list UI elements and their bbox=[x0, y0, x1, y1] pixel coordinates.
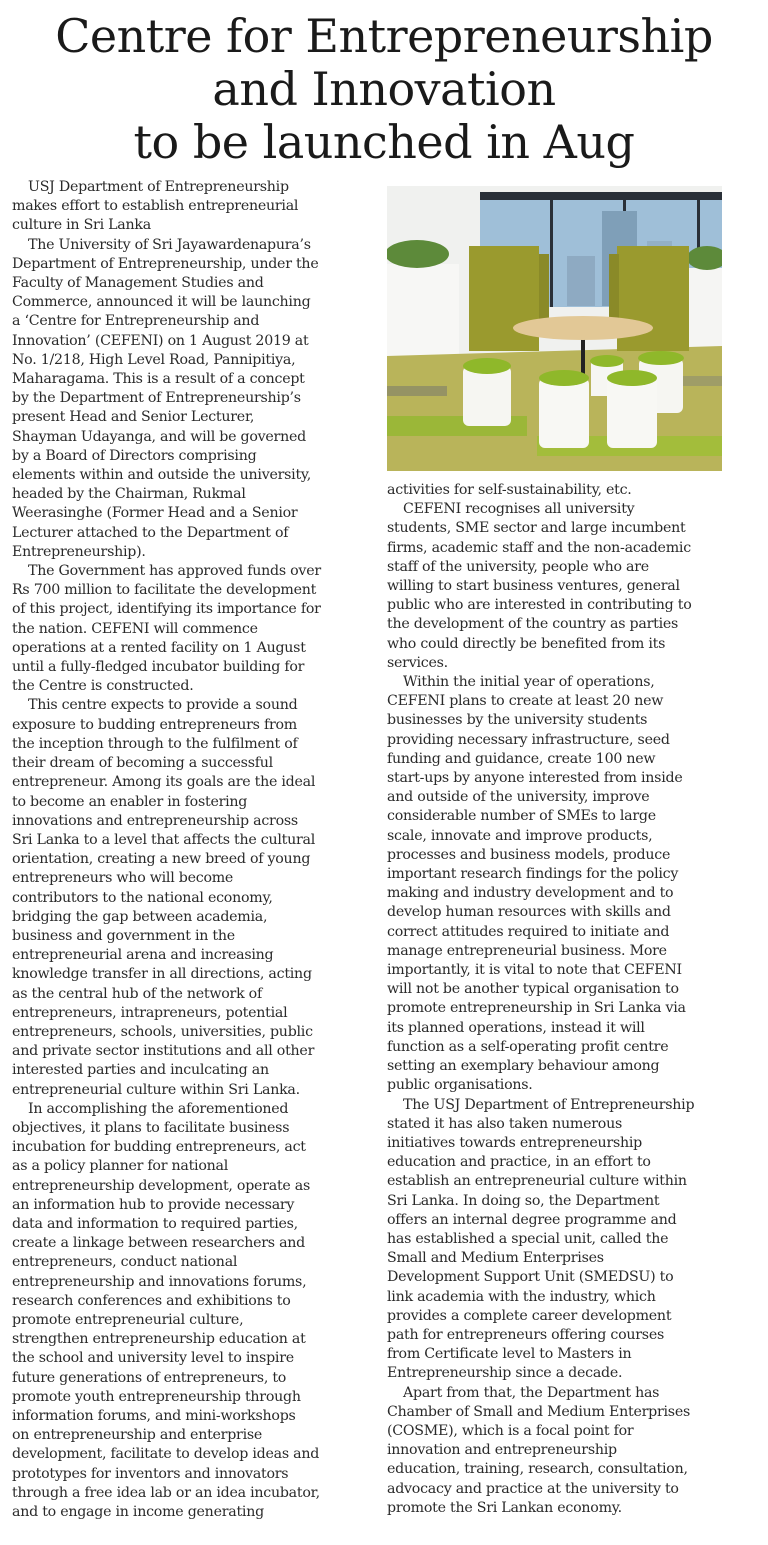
text-line: offers an internal degree programme and bbox=[387, 1211, 677, 1228]
text-line: will not be another typical organisation to bbox=[387, 981, 679, 998]
text-line: the nation. CEFENI will commence bbox=[12, 620, 258, 637]
text-line: entrepreneurial arena and increasing bbox=[12, 947, 274, 964]
text-line: services. bbox=[387, 654, 448, 671]
text-line: of this project, identifying its importance for bbox=[12, 601, 321, 618]
text-line: until a fully-fledged incubator building for bbox=[12, 659, 305, 676]
text-line: CEFENI recognises all university bbox=[403, 501, 635, 518]
text-line: No. 1/218, High Level Road, Pannipitiya, bbox=[12, 351, 296, 368]
text-line: bridging the gap between academia, bbox=[12, 908, 268, 925]
text-line: and private sector institutions and all other bbox=[12, 1043, 315, 1060]
text-line: by the Department of Entrepreneurship’s bbox=[12, 390, 301, 407]
office-lounge-image bbox=[387, 186, 722, 471]
text-line: Rs 700 million to facilitate the development bbox=[12, 582, 317, 599]
text-line: Department of Entrepreneurship, under the bbox=[12, 255, 319, 272]
text-line: processes and business models, produce bbox=[387, 846, 671, 863]
text-line: The Government has approved funds over bbox=[28, 563, 321, 580]
text-line: funding and guidance, create 100 new bbox=[387, 750, 656, 767]
text-line: Lecturer attached to the Department of bbox=[12, 524, 289, 541]
text-line: through a free idea lab or an idea incubator, bbox=[12, 1484, 320, 1501]
text-line: path for entrepreneurs offering courses bbox=[387, 1326, 664, 1343]
text-line: promote the Sri Lankan economy. bbox=[387, 1499, 622, 1516]
text-line: Innovation’ (CEFENI) on 1 August 2019 at bbox=[12, 332, 309, 349]
text-line: manage entrepreneurial business. More bbox=[387, 942, 667, 959]
text-line: data and information to required parties, bbox=[12, 1215, 298, 1232]
text-line: public who are interested in contributing to bbox=[387, 597, 692, 614]
text-line: promote youth entrepreneurship through bbox=[12, 1388, 301, 1405]
text-line: exposure to budding entrepreneurs from bbox=[12, 716, 297, 733]
text-line: firms, academic staff and the non-academic bbox=[387, 539, 691, 556]
text-line: promote entrepreneurship in Sri Lanka via bbox=[387, 1000, 686, 1017]
text-line: stated it has also taken numerous bbox=[387, 1115, 623, 1132]
paragraph bbox=[12, 1100, 372, 1522]
text-line: Commerce, announced it will be launching bbox=[12, 294, 311, 311]
text-line: who could directly be benefited from its bbox=[387, 635, 666, 652]
text-line: has established a special unit, called the bbox=[387, 1230, 669, 1247]
text-line: development, facilitate to develop ideas and bbox=[12, 1446, 320, 1463]
text-line: This centre expects to provide a sound bbox=[28, 697, 298, 714]
paragraph bbox=[387, 1384, 757, 1518]
text-line: research conferences and exhibitions to bbox=[12, 1292, 291, 1309]
headline-line: to be launched in Aug bbox=[133, 115, 635, 169]
text-line: Chamber of Small and Medium Enterprises bbox=[387, 1403, 691, 1420]
text-line: their dream of becoming a successful bbox=[12, 755, 273, 772]
paragraph bbox=[387, 500, 757, 673]
text-line: prototypes for inventors and innovators bbox=[12, 1465, 289, 1482]
text-line: elements within and outside the university, bbox=[12, 467, 312, 484]
text-line: initiatives towards entrepreneurship bbox=[387, 1134, 643, 1151]
text-line: education and practice, in an effort to bbox=[387, 1154, 651, 1171]
text-line: interested parties and inculcating an bbox=[12, 1062, 269, 1079]
text-line: on entrepreneurship and enterprise bbox=[12, 1427, 263, 1444]
text-line: a ‘Centre for Entrepreneurship and bbox=[12, 313, 260, 330]
paragraph bbox=[387, 673, 757, 1095]
text-line: orientation, creating a new breed of young bbox=[12, 851, 311, 868]
text-line: present Head and Senior Lecturer, bbox=[12, 409, 255, 426]
paragraph bbox=[12, 178, 372, 236]
text-line: USJ Department of Entrepreneurship bbox=[28, 179, 289, 195]
text-line: contributors to the national economy, bbox=[12, 889, 273, 906]
text-line: objectives, it plans to facilitate business bbox=[12, 1119, 290, 1136]
paragraph bbox=[12, 236, 372, 562]
text-line: making and industry development and to bbox=[387, 885, 674, 902]
paragraph bbox=[387, 1096, 757, 1384]
text-line: and outside of the university, improve bbox=[387, 789, 650, 806]
text-line: Entrepreneurship). bbox=[12, 543, 146, 560]
text-line: incubation for budding entrepreneurs, act bbox=[12, 1139, 306, 1156]
article-photo bbox=[387, 186, 722, 471]
text-line: culture in Sri Lanka bbox=[12, 217, 151, 234]
text-line: Faculty of Management Studies and bbox=[12, 275, 264, 292]
text-line: Shayman Udayanga, and will be governed bbox=[12, 428, 306, 445]
text-line: willing to start business ventures, general bbox=[387, 578, 680, 595]
text-line: an information hub to provide necessary bbox=[12, 1196, 295, 1213]
text-line: Development Support Unit (SMEDSU) to bbox=[387, 1269, 674, 1286]
text-line: providing necessary infrastructure, seed bbox=[387, 731, 670, 748]
text-line: entrepreneurial culture within Sri Lanka. bbox=[12, 1081, 300, 1098]
text-line: education, training, research, consultation, bbox=[387, 1461, 688, 1478]
text-line: important research findings for the policy bbox=[387, 866, 679, 883]
paragraph bbox=[12, 562, 372, 696]
text-line: strengthen entrepreneurship education at bbox=[12, 1331, 306, 1348]
text-line: entrepreneurs, intrapreneurs, potential bbox=[12, 1004, 288, 1021]
headline-line: and Innovation bbox=[212, 62, 556, 116]
text-line: scale, innovate and improve products, bbox=[387, 827, 653, 844]
text-line: considerable number of SMEs to large bbox=[387, 808, 656, 825]
text-line: operations at a rented facility on 1 August bbox=[12, 639, 306, 656]
text-line: function as a self-operating profit centre bbox=[387, 1038, 669, 1055]
text-line: Maharagama. This is a result of a concept bbox=[12, 371, 305, 388]
text-line: its planned operations, instead it will bbox=[387, 1019, 645, 1036]
text-line: entrepreneur. Among its goals are the ideal bbox=[12, 774, 316, 791]
text-line: The USJ Department of Entrepreneurship bbox=[403, 1096, 695, 1113]
text-line: Weerasinghe (Former Head and a Senior bbox=[12, 505, 298, 522]
text-line: CEFENI plans to create at least 20 new bbox=[387, 693, 664, 710]
text-line: entrepreneurs, schools, universities, public bbox=[12, 1023, 313, 1040]
text-line: correct attitudes required to initiate and bbox=[387, 923, 670, 940]
text-line: entrepreneurs who will become bbox=[12, 870, 234, 887]
text-line: and to engage in income generating bbox=[12, 1504, 264, 1521]
article-column-left bbox=[12, 178, 372, 1522]
text-line: Small and Medium Enterprises bbox=[387, 1250, 604, 1267]
text-line: students, SME sector and large incumbent bbox=[387, 520, 686, 537]
text-line: innovation and entrepreneurship bbox=[387, 1442, 617, 1459]
text-line: knowledge transfer in all directions, acting bbox=[12, 966, 312, 983]
text-line: Sri Lanka to a level that affects the cultural bbox=[12, 831, 316, 848]
article-column-right bbox=[387, 481, 757, 1518]
text-line: staff of the university, people who are bbox=[387, 558, 649, 575]
text-line: promote entrepreneurial culture, bbox=[12, 1311, 244, 1328]
text-line: establish an entrepreneurial culture within bbox=[387, 1173, 687, 1190]
paragraph bbox=[12, 696, 372, 1099]
text-line: importantly, it is vital to note that CEFENI bbox=[387, 962, 682, 979]
text-line: information forums, and mini-workshops bbox=[12, 1408, 296, 1424]
text-line: Apart from that, the Department has bbox=[403, 1384, 660, 1401]
text-line: provides a complete career development bbox=[387, 1307, 672, 1324]
text-line: business and government in the bbox=[12, 927, 235, 944]
text-line: Entrepreneurship since a decade. bbox=[387, 1365, 623, 1382]
text-line: entrepreneurship and innovations forums, bbox=[12, 1273, 307, 1290]
text-line: link academia with the industry, which bbox=[387, 1288, 656, 1305]
text-line: from Certificate level to Masters in bbox=[387, 1346, 632, 1363]
text-line: the inception through to the fulfilment of bbox=[12, 735, 298, 752]
text-line: public organisations. bbox=[387, 1077, 533, 1094]
text-line: Within the initial year of operations, bbox=[403, 674, 655, 691]
text-line: the school and university level to inspire bbox=[12, 1350, 294, 1367]
headline-line: Centre for Entrepreneurship bbox=[55, 9, 713, 63]
text-line: start-ups by anyone interested from inside bbox=[387, 770, 683, 787]
text-line: the development of the country as parties bbox=[387, 616, 679, 633]
text-line: innovations and entrepreneurship across bbox=[12, 812, 298, 829]
text-line: entrepreneurship development, operate as bbox=[12, 1177, 311, 1194]
text-line: activities for self-sustainability, etc. bbox=[387, 482, 632, 498]
text-line: setting an exemplary behaviour among bbox=[387, 1058, 660, 1075]
text-line: as the central hub of the network of bbox=[12, 985, 262, 1002]
text-line: create a linkage between researchers and bbox=[12, 1235, 306, 1252]
text-line: businesses by the university students bbox=[387, 712, 648, 729]
text-line: (COSME), which is a focal point for bbox=[387, 1422, 634, 1439]
text-line: Sri Lanka. In doing so, the Department bbox=[387, 1192, 660, 1209]
text-line: as a policy planner for national bbox=[12, 1158, 229, 1175]
text-line: the Centre is constructed. bbox=[12, 678, 194, 695]
text-line: headed by the Chairman, Rukmal bbox=[12, 486, 246, 503]
text-line: advocacy and practice at the university to bbox=[387, 1480, 679, 1497]
text-line: future generations of entrepreneurs, to bbox=[12, 1369, 287, 1386]
text-line: In accomplishing the aforementioned bbox=[28, 1100, 289, 1117]
text-line: develop human resources with skills and bbox=[387, 904, 671, 921]
text-line: entrepreneurs, conduct national bbox=[12, 1254, 238, 1271]
paragraph bbox=[387, 481, 757, 500]
text-line: The University of Sri Jayawardenapura’s bbox=[28, 236, 311, 253]
text-line: by a Board of Directors comprising bbox=[12, 447, 257, 464]
text-line: to become an enabler in fostering bbox=[12, 793, 248, 810]
headline bbox=[0, 10, 768, 169]
text-line: makes effort to establish entrepreneurial bbox=[12, 198, 299, 215]
